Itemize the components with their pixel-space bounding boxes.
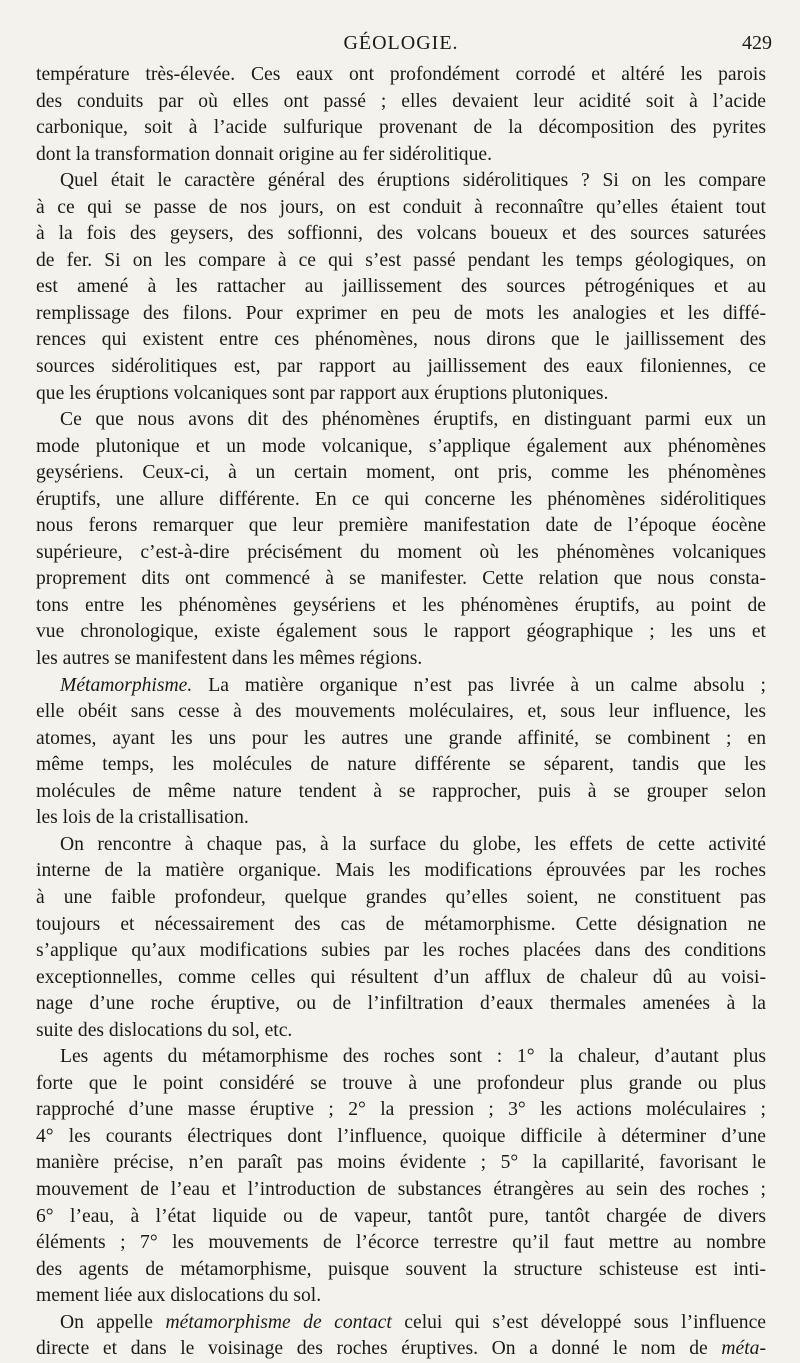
text-line: est amené à les rattacher au jaillissement des sources pétrogéniques et au (36, 276, 766, 298)
text-line: tons entre les phénomènes geysériens et les phénomènes éruptifs, au point de (36, 594, 766, 616)
paragraph-metamorphisme (36, 673, 766, 832)
text-line: atomes, ayant les uns pour les autres une grande affinité, se combinent ; en (36, 727, 766, 749)
term-italic: métamorphisme de contact (165, 1311, 392, 1333)
text-line: mode plutonique et un mode volcanique, s’applique également aux phénomènes (36, 435, 766, 457)
text-line: suite des dislocations du sol, etc. (36, 1019, 293, 1041)
text-line: à la fois des geysers, des soffionni, des volcans boueux et des sources saturées (36, 223, 766, 245)
text-line: nage d’une roche éruptive, ou de l’infiltration d’eaux thermales amenées à la (36, 993, 766, 1015)
text-line: de fer. Si on les compare à ce qui s’est passé pendant les temps géologiques, on (36, 249, 766, 271)
paragraph-6 (36, 1044, 766, 1309)
text-line: carbonique, soit à l’acide sulfurique provenant de la décomposition des pyrites (36, 117, 766, 139)
text-line: que les éruptions volcaniques sont par rapport aux éruptions plutoniques. (36, 382, 609, 404)
text-line: les autres se manifestent dans les mêmes régions. (36, 648, 423, 670)
term-italic: méta- (721, 1338, 766, 1360)
text-line: s’applique qu’aux modifications subies par les roches placées dans des conditions (36, 940, 766, 962)
text-line: dont la transformation donnait origine au fer sidérolitique. (36, 143, 492, 165)
paragraph-3 (36, 407, 766, 672)
text-line: forte que le point considéré se trouve à une profondeur plus grande ou plus (36, 1072, 766, 1094)
text-line (36, 1310, 766, 1337)
paragraph-2 (36, 168, 766, 407)
text-line: supérieure, c’est-à-dire précisément du moment où les phénomènes volcaniques (36, 541, 766, 563)
text-line: des conduits par où elles ont passé ; elles devaient leur acidité soit à l’acide (36, 90, 766, 112)
text-line: toujours et nécessairement des cas de métamorphisme. Cette désignation ne (36, 913, 766, 935)
text-line (36, 673, 766, 700)
text-line: On rencontre à chaque pas, à la surface du globe, les effets de cette activité (60, 833, 766, 855)
text-span: celui qui s’est développé sous l’influence (391, 1311, 766, 1333)
paragraph-7 (36, 1310, 766, 1363)
text-line: manière précise, n’en paraît pas moins évidente ; 5° la capillarité, favorisant le (36, 1152, 766, 1174)
text-line: vue chronologique, existe également sous le rapport géographique ; les uns et (36, 621, 766, 643)
paragraph-5 (36, 832, 766, 1044)
text-line: Les agents du métamorphisme des roches sont : 1° la chaleur, d’autant plus (60, 1046, 766, 1068)
text-span: On appelle (60, 1311, 166, 1333)
text-line: molécules de même nature tendent à se rapprocher, puis à se grouper selon (36, 780, 766, 802)
text-line: elle obéit sans cesse à des mouvements moléculaires, et, sous leur influence, les (36, 701, 766, 723)
section-heading-italic: Métamorphisme. (60, 674, 193, 696)
book-page (36, 28, 772, 1363)
text-line: proprement dits ont commencé à se manifester. Cette relation que nous consta- (36, 568, 766, 590)
text-line: à ce qui se passe de nos jours, on est conduit à reconnaître qu’elles étaient tout (36, 196, 766, 218)
text-line: des agents de métamorphisme, puisque souvent la structure schisteuse est inti- (36, 1258, 766, 1280)
page-header (36, 28, 772, 62)
text-span: directe et dans le voisinage des roches éruptives. On a donné le nom de (36, 1338, 722, 1360)
text-line: température très-élevée. Ces eaux ont profondément corrodé et altéré les parois (36, 64, 766, 85)
text-line: Quel était le caractère général des éruptions sidérolitiques ? Si on les compare (60, 170, 766, 192)
text-line: les lois de la cristallisation. (36, 807, 249, 829)
text-line: remplissage des filons. Pour exprimer en peu de mots les analogies et les diffé- (36, 302, 766, 324)
text-line: Ce que nous avons dit des phénomènes éruptifs, en distinguant parmi eux un (60, 409, 766, 431)
text-line: mement liée aux dislocations du sol. (36, 1285, 322, 1307)
text-span: La matière organique n’est pas livrée à un calme absolu ; (192, 674, 766, 696)
text-line: interne de la matière organique. Mais les modifications éprouvées par les roches (36, 860, 766, 882)
paragraph-1 (36, 62, 766, 168)
text-line: rences qui existent entre ces phénomènes, nous dirons que le jaillissement des (36, 329, 766, 351)
text-line: sources sidérolitiques est, par rapport au jaillissement des eaux filoniennes, ce (36, 356, 766, 378)
text-line: éléments ; 7° les mouvements de l’écorce terrestre qu’il faut mettre au nombre (36, 1232, 766, 1254)
page-number: 429 (742, 32, 772, 54)
text-line: nous ferons remarquer que leur première manifestation date de l’époque éocène (36, 515, 766, 537)
text-line: rapproché d’une masse éruptive ; 2° la pression ; 3° les actions moléculaires ; (36, 1099, 766, 1121)
text-line: à une faible profondeur, quelque grandes qu’elles soient, ne constituent pas (36, 886, 766, 908)
text-line: 6° l’eau, à l’état liquide ou de vapeur, tantôt pure, tantôt chargée de divers (36, 1205, 766, 1227)
text-line: geysériens. Ceux-ci, à un certain moment, ont pris, comme les phénomènes (36, 462, 766, 484)
text-line (36, 1336, 766, 1363)
running-title: GÉOLOGIE. (343, 32, 459, 54)
text-line: exceptionnelles, comme celles qui résultent d’un afflux de chaleur dû au voisi- (36, 966, 766, 988)
text-line: 4° les courants électriques dont l’influence, quoique difficile à déterminer d’une (36, 1125, 766, 1147)
text-line: éruptifs, une allure différente. En ce qui concerne les phénomènes sidérolitiques (36, 488, 766, 510)
text-line: même temps, les molécules de nature différente se séparent, tandis que les (36, 754, 766, 776)
text-line: mouvement de l’eau et l’introduction de substances étrangères au sein des roches ; (36, 1178, 766, 1200)
